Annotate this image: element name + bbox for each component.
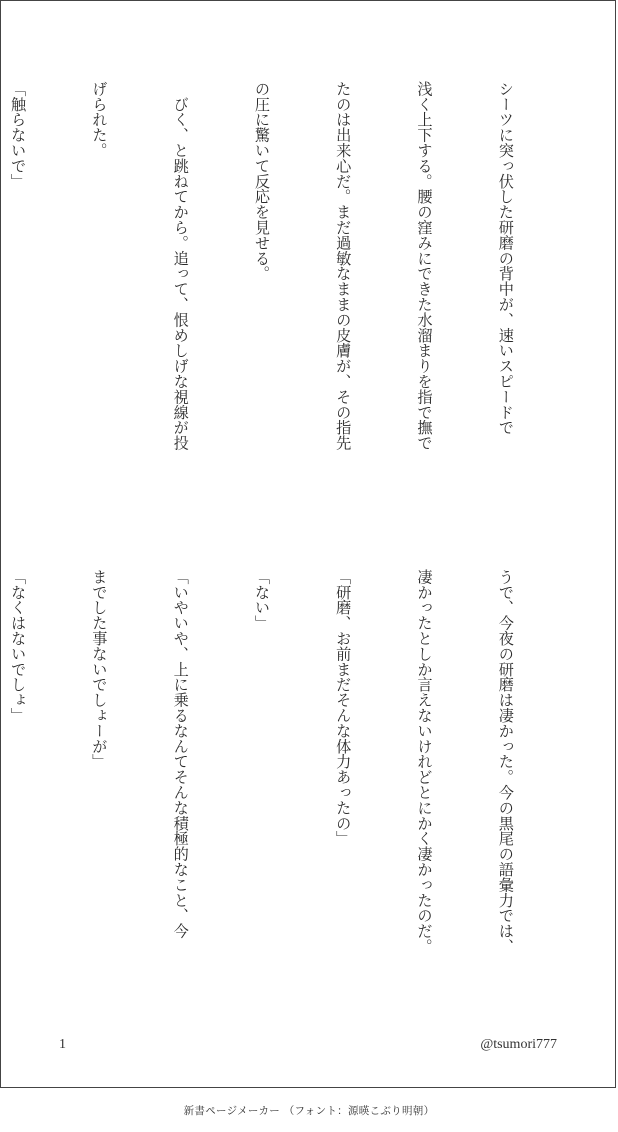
text-line: びく、と跳ねてから。追って、恨めしげな視線が投 [171,81,190,451]
footer-credit: 新書ページメーカー （フォント：源暎こぶり明朝） [183,1105,435,1117]
text-line: 「いやいや、上に乗るなんてそんな積極的なこと、今 [171,569,190,939]
page-number: 1 [59,1037,66,1052]
text-line: 「なくはないでしょ」 [9,569,28,723]
text-line: たのは出来心だ。まだ過敏なままの皮膚が、その指先 [334,81,353,451]
text-line: までした事ないでしょーが」 [90,569,109,770]
text-line: 浅く上下する。腰の窪みにできた水溜まりを指で撫で [415,81,434,451]
text-line: シーツに突っ伏した研磨の背中が、速いスピードで [496,81,515,436]
author-handle: @tsumori777 [480,1037,557,1052]
text-line: 「研磨、お前まだそんな体力あったの」 [334,569,353,847]
text-column-top [0,81,573,526]
text-line: の圧に驚いて反応を見せる。 [252,81,271,282]
text-line: 凄かったとしか言えないけれどとにかく凄かったのだ。 [415,569,434,954]
text-column-bottom [0,569,573,1014]
text-line: うで、今夜の研磨は凄かった。今の黒尾の語彙力では、 [496,569,515,954]
text-line: 「ない」 [252,569,271,631]
text-line: 「触らないで」 [9,81,28,189]
text-line: げられた。 [90,81,109,158]
